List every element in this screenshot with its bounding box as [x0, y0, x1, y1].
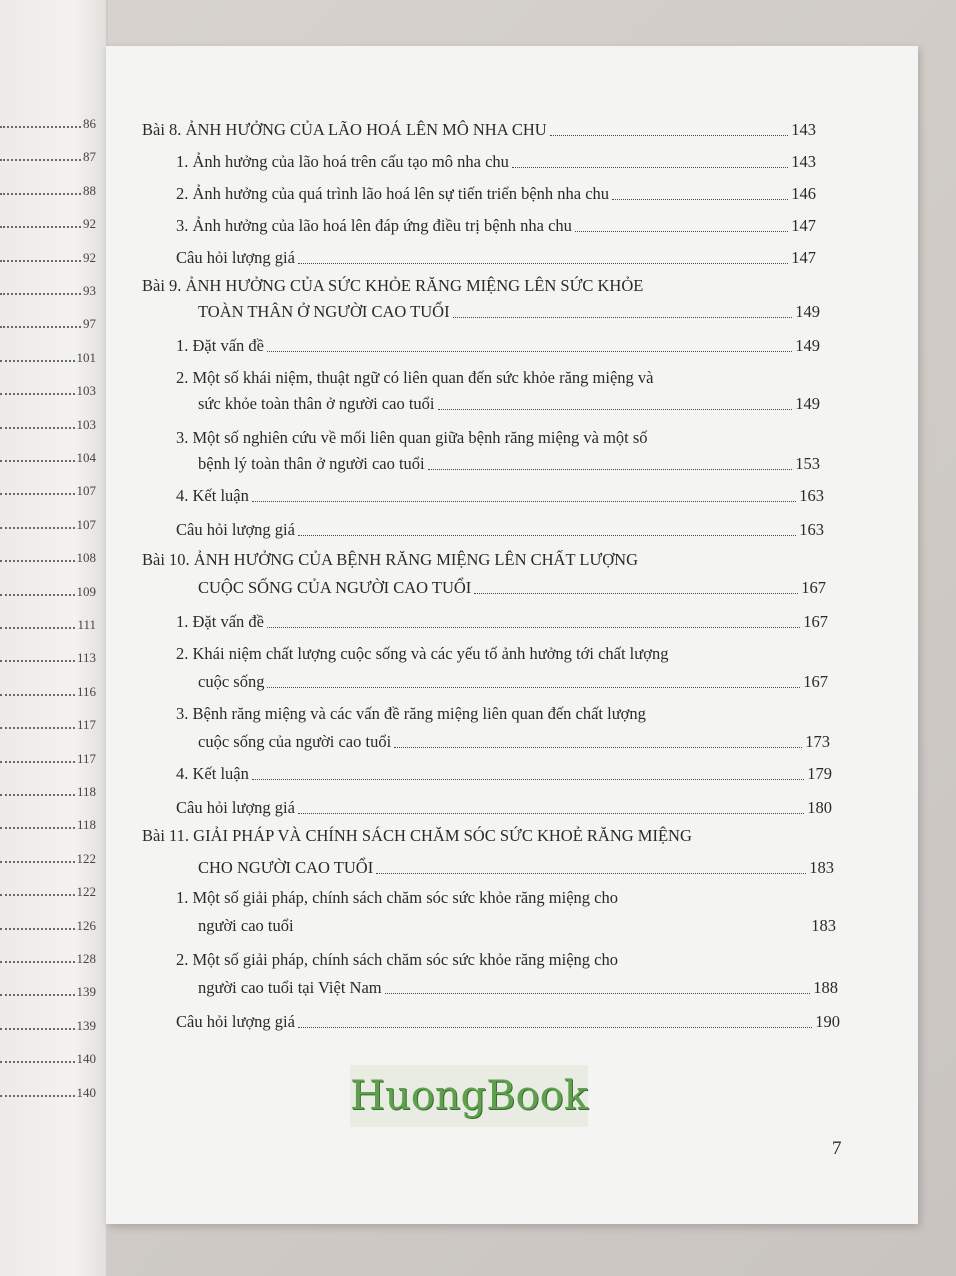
page-ref: 179 [807, 764, 832, 783]
left-page-row [0, 980, 96, 1000]
dot-leader [298, 1027, 812, 1028]
entry-title: 3. Ảnh hưởng của lão hoá lên đáp ứng điều trị bệnh nha chu [176, 216, 572, 235]
entry-title: 1. Đặt vấn đề [176, 336, 264, 355]
chapter-title-cont: CUỘC SỐNG CỦA NGƯỜI CAO TUỔI [198, 578, 472, 597]
left-page-row [0, 1014, 96, 1034]
toc-chapter-11[interactable] [198, 858, 834, 878]
left-page-row [0, 780, 96, 800]
page-ref: 153 [795, 454, 820, 473]
page-ref: 183 [811, 916, 836, 935]
toc-entry[interactable] [176, 520, 824, 540]
dot-leader [0, 260, 81, 262]
left-page-number: 140 [76, 1051, 96, 1067]
left-page-row [0, 379, 96, 399]
dot-leader [0, 594, 75, 596]
dot-leader [0, 694, 75, 696]
toc-entry[interactable] [176, 184, 816, 204]
left-page-row [0, 112, 96, 132]
left-page-number: 128 [76, 951, 96, 966]
left-page-number: 122 [76, 850, 96, 866]
entry-title-cont: cuộc sống của người cao tuổi [198, 732, 392, 751]
left-page-row [0, 880, 96, 900]
left-page-number: 113 [76, 650, 96, 666]
left-page-row [0, 246, 96, 266]
left-page-number: 103 [76, 416, 96, 432]
dot-leader [0, 660, 75, 662]
left-page-row [0, 914, 96, 934]
toc-entry[interactable] [176, 612, 828, 632]
page-ref: 149 [795, 302, 820, 321]
dot-leader [385, 993, 811, 994]
left-page-row [0, 346, 96, 366]
left-page-number: 122 [76, 884, 96, 900]
entry-title: 2. Ảnh hưởng của quá trình lão hoá lên sự tiến triển bệnh nha chu [176, 184, 610, 203]
dot-leader [267, 351, 792, 352]
page-ref: 147 [791, 216, 816, 235]
page-ref: 183 [809, 858, 834, 877]
left-page-row [0, 1081, 96, 1101]
left-page-row [0, 847, 96, 867]
dot-leader [394, 747, 802, 748]
left-page-number: 101 [76, 349, 96, 365]
chapter-title: Bài 10. ẢNH HƯỞNG CỦA BỆNH RĂNG MIỆNG LÊN CHẤT LƯỢNG [142, 550, 638, 569]
toc-entry[interactable] [198, 394, 820, 414]
left-page-number: 92 [83, 249, 96, 265]
left-page-number: 88 [83, 182, 96, 198]
left-page-row [0, 546, 96, 566]
page-ref: 143 [791, 120, 816, 139]
left-page-row [0, 179, 96, 199]
dot-leader [428, 469, 793, 470]
chapter-title: Bài 8. ẢNH HƯỞNG CỦA LÃO HOÁ LÊN MÔ NHA CHU [142, 120, 547, 139]
left-page-row [0, 613, 96, 633]
toc-page [106, 46, 918, 1224]
left-page-row [0, 312, 96, 332]
entry-title: 1. Ảnh hưởng của lão hoá trên cấu tạo mô nha chu [176, 152, 509, 171]
dot-leader [0, 326, 81, 328]
entry-title: Câu hỏi lượng giá [176, 248, 295, 267]
left-page-row [0, 145, 96, 165]
dot-leader [453, 317, 793, 318]
page-ref: 163 [799, 520, 824, 539]
entry-title: 1. Một số giải pháp, chính sách chăm sóc sức khỏe răng miệng cho [176, 888, 618, 907]
page-ref: 143 [791, 152, 816, 171]
dot-leader [550, 135, 789, 136]
toc-entry[interactable] [176, 764, 832, 784]
left-facing-page [0, 0, 108, 1276]
entry-title-cont: người cao tuổi [198, 916, 294, 935]
left-page-number: 118 [76, 784, 96, 799]
page-ref: 149 [795, 336, 820, 355]
dot-leader [0, 1095, 75, 1097]
left-page-number: 117 [76, 750, 96, 766]
left-page-number: 118 [76, 817, 96, 833]
toc-chapter-10[interactable] [198, 578, 826, 598]
dot-leader [0, 928, 75, 930]
dot-leader [0, 1061, 75, 1063]
left-page-number: 97 [83, 316, 96, 332]
toc-entry[interactable] [198, 672, 828, 692]
page-ref: 149 [795, 394, 820, 413]
page-ref: 190 [815, 1012, 840, 1031]
toc-entry[interactable] [198, 454, 820, 474]
entry-title: Câu hỏi lượng giá [176, 1012, 295, 1031]
dot-leader [298, 263, 788, 264]
dot-leader [0, 226, 81, 228]
dot-leader [252, 501, 796, 502]
left-page-number: 109 [76, 583, 96, 599]
dot-leader [0, 393, 75, 395]
left-page-row [0, 947, 96, 967]
entry-title: 2. Khái niệm chất lượng cuộc sống và các yếu tố ảnh hưởng tới chất lượng [176, 644, 669, 663]
toc-chapter-9[interactable] [198, 302, 820, 322]
entry-title-cont: bệnh lý toàn thân ở người cao tuổi [198, 454, 425, 473]
dot-leader [474, 593, 798, 594]
left-page-row [0, 747, 96, 767]
entry-title: 4. Kết luận [176, 764, 249, 783]
page-ref: 180 [807, 798, 832, 817]
left-page-row [0, 479, 96, 499]
left-page-number: 93 [83, 283, 96, 298]
dot-leader [0, 493, 75, 495]
dot-leader [0, 1028, 75, 1030]
toc-chapter-8[interactable] [142, 120, 816, 140]
entry-title-cont: cuộc sống [198, 672, 265, 691]
dot-leader [0, 727, 75, 729]
dot-leader [0, 560, 75, 562]
chapter-title-cont: TOÀN THÂN Ở NGƯỜI CAO TUỔI [198, 302, 450, 321]
toc-entry[interactable] [176, 1012, 840, 1032]
entry-title-cont: người cao tuổi tại Việt Nam [198, 978, 382, 997]
dot-leader [438, 409, 793, 410]
dot-leader [0, 794, 75, 796]
entry-title: 3. Một số nghiên cứu về mối liên quan giữa bệnh răng miệng và một số [176, 428, 648, 447]
page-ref: 167 [801, 578, 826, 597]
dot-leader [0, 293, 81, 295]
entry-title: 2. Một số khái niệm, thuật ngữ có liên quan đến sức khỏe răng miệng và [176, 368, 654, 387]
dot-leader [267, 687, 800, 688]
left-page-number: 104 [76, 450, 96, 465]
dot-leader [575, 231, 788, 232]
left-page-row [0, 513, 96, 533]
left-page-row [0, 279, 96, 299]
left-page-number: 139 [76, 984, 96, 1000]
dot-leader [0, 761, 75, 763]
dot-leader [298, 813, 804, 814]
dot-leader [0, 994, 75, 996]
dot-leader [0, 627, 75, 629]
dot-leader [512, 167, 788, 168]
dot-leader [0, 427, 75, 429]
entry-title: 4. Kết luận [176, 486, 249, 505]
left-page-number: 86 [83, 116, 96, 131]
page-number: 7 [832, 1138, 842, 1159]
left-page-number: 111 [77, 617, 96, 632]
dot-leader [0, 527, 75, 529]
toc-entry[interactable] [176, 248, 816, 268]
left-page-number: 107 [76, 516, 96, 532]
page-ref: 188 [813, 978, 838, 997]
dot-leader [0, 894, 75, 896]
left-page-number: 92 [83, 216, 96, 232]
toc-entry[interactable] [176, 152, 816, 172]
page-ref: 147 [791, 248, 816, 267]
left-page-number: 107 [76, 483, 96, 499]
left-page-row [0, 446, 96, 466]
dot-leader [267, 627, 800, 628]
dot-leader [0, 961, 75, 963]
left-page-number: 140 [76, 1084, 96, 1100]
chapter-title-cont: CHO NGƯỜI CAO TUỔI [198, 858, 374, 877]
dot-leader [0, 159, 81, 161]
dot-leader [0, 827, 75, 829]
left-page-number: 103 [76, 383, 96, 399]
dot-leader [252, 779, 804, 780]
left-page-row [0, 680, 96, 700]
watermark-logo: HuongBook [350, 1065, 588, 1127]
dot-leader [297, 931, 809, 932]
left-page-row [0, 1047, 96, 1067]
left-page-row [0, 212, 96, 232]
page-ref: 167 [803, 612, 828, 631]
dot-leader [298, 535, 796, 536]
page-ref: 173 [805, 732, 830, 751]
page-ref: 146 [791, 184, 816, 203]
toc-entry[interactable] [198, 732, 830, 752]
table-of-contents [106, 46, 918, 1224]
left-page-number: 87 [83, 149, 96, 165]
dot-leader [0, 861, 75, 863]
left-page-number: 108 [76, 550, 96, 566]
left-page-number: 139 [76, 1017, 96, 1033]
chapter-title: Bài 9. ẢNH HƯỞNG CỦA SỨC KHỎE RĂNG MIỆNG LÊN SỨC KHỎE [142, 276, 644, 295]
entry-title-cont: sức khỏe toàn thân ở người cao tuổi [198, 394, 435, 413]
entry-title: 1. Đặt vấn đề [176, 612, 264, 631]
toc-entry[interactable] [176, 486, 824, 506]
page-ref: 167 [803, 672, 828, 691]
toc-entry[interactable] [176, 798, 832, 818]
chapter-title: Bài 11. GIẢI PHÁP VÀ CHÍNH SÁCH CHĂM SÓC SỨC KHOẺ RĂNG MIỆNG [142, 826, 692, 845]
entry-title: 2. Một số giải pháp, chính sách chăm sóc sức khỏe răng miệng cho [176, 950, 618, 969]
dot-leader [376, 873, 806, 874]
entry-title: 3. Bệnh răng miệng và các vấn đề răng miệng liên quan đến chất lượng [176, 704, 646, 723]
entry-title: Câu hỏi lượng giá [176, 520, 295, 539]
toc-entry[interactable] [198, 916, 836, 936]
left-page-number: 117 [76, 717, 96, 733]
page-ref: 163 [799, 486, 824, 505]
entry-title: Câu hỏi lượng giá [176, 798, 295, 817]
toc-entry[interactable] [198, 978, 838, 998]
dot-leader [0, 193, 81, 195]
dot-leader [0, 126, 81, 128]
dot-leader [612, 199, 788, 200]
dot-leader [0, 360, 75, 362]
left-page-row [0, 413, 96, 433]
left-page-row [0, 580, 96, 600]
left-page-row [0, 713, 96, 733]
left-page-number: 116 [76, 683, 96, 699]
dot-leader [0, 460, 75, 462]
left-page-row [0, 646, 96, 666]
toc-entry[interactable] [176, 216, 816, 236]
toc-entry[interactable] [176, 336, 820, 356]
left-page-number: 126 [76, 917, 96, 933]
left-page-row [0, 813, 96, 833]
